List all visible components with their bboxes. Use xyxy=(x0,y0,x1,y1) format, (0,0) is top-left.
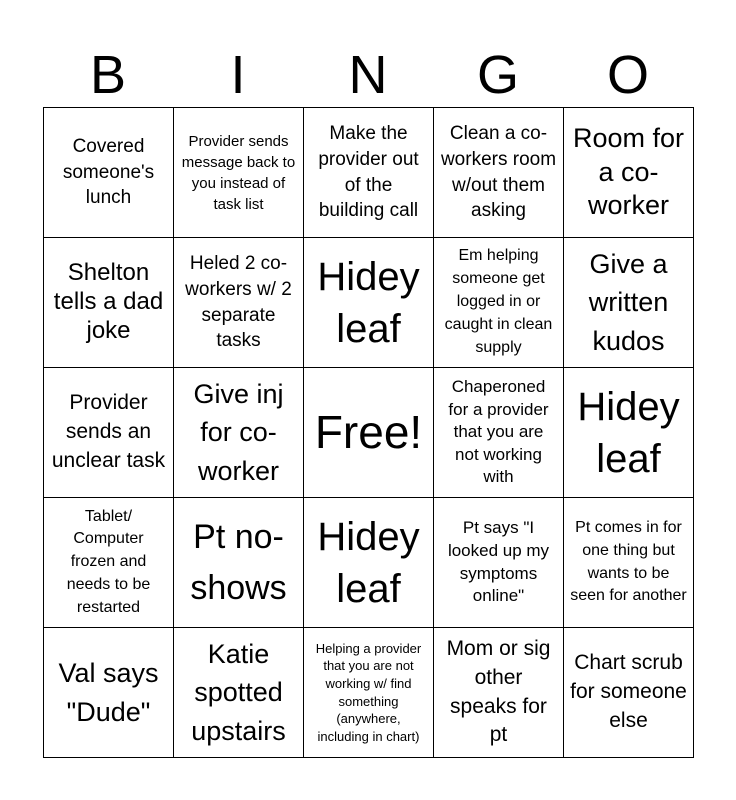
cell-text: Heled 2 co-workers w/ 2 separate tasks xyxy=(185,253,292,352)
cell-text: Hidey leaf xyxy=(317,254,420,351)
bingo-cell-i5[interactable] xyxy=(174,628,304,758)
header-letter-g: G xyxy=(476,45,519,105)
cell-text: Katie spotted upstairs xyxy=(191,639,286,746)
bingo-cell-b5[interactable] xyxy=(44,628,174,758)
header-letter-o: O xyxy=(606,45,649,105)
bingo-cell-o3[interactable] xyxy=(564,368,694,498)
cell-text: Hidey leaf xyxy=(317,514,420,611)
bingo-cell-b1[interactable] xyxy=(44,108,174,238)
bingo-cell-g1[interactable] xyxy=(434,108,564,238)
bingo-cell-o4[interactable] xyxy=(564,498,694,628)
bingo-cell-b4[interactable] xyxy=(44,498,174,628)
bingo-cell-i3[interactable] xyxy=(174,368,304,498)
bingo-cell-i4[interactable] xyxy=(174,498,304,628)
cell-text: Mom or sig other speaks for pt xyxy=(446,636,551,747)
cell-text: Tablet/ Computer frozen and needs to be restarted xyxy=(66,507,151,616)
bingo-cell-o2[interactable] xyxy=(564,238,694,368)
bingo-cell-n3-free[interactable] xyxy=(304,368,434,498)
bingo-header xyxy=(43,44,693,106)
bingo-cell-g3[interactable] xyxy=(434,368,564,498)
cell-text: Give inj for co-worker xyxy=(193,379,284,486)
free-space-text: Free! xyxy=(314,405,423,458)
header-letter-b: B xyxy=(89,45,127,105)
cell-text: Covered someone's lunch xyxy=(62,136,155,209)
cell-text: Give a written kudos xyxy=(588,249,669,356)
bingo-cell-g4[interactable] xyxy=(434,498,564,628)
cell-text: Clean a co-workers room w/out them asking xyxy=(440,123,557,222)
cell-text: Chaperoned for a provider that you are not working with xyxy=(448,376,549,487)
bingo-cell-n5[interactable] xyxy=(304,628,434,758)
cell-text: Hidey leaf xyxy=(577,384,680,481)
header-letter-n: N xyxy=(348,45,388,105)
bingo-cell-g2[interactable] xyxy=(434,238,564,368)
bingo-cell-n2[interactable] xyxy=(304,238,434,368)
cell-text: Val says "Dude" xyxy=(58,658,159,727)
bingo-cell-o5[interactable] xyxy=(564,628,694,758)
bingo-board xyxy=(43,107,694,758)
cell-text: Pt says "I looked up my symptoms online" xyxy=(447,518,550,606)
cell-text: Shelton tells a dad joke xyxy=(53,259,164,344)
cell-text: Room for a co-worker xyxy=(572,122,685,221)
cell-text: Make the provider out of the building call xyxy=(318,123,419,222)
bingo-cell-b2[interactable] xyxy=(44,238,174,368)
bingo-cell-b3[interactable] xyxy=(44,368,174,498)
bingo-cell-o1[interactable] xyxy=(564,108,694,238)
bingo-cell-i2[interactable] xyxy=(174,238,304,368)
cell-text: Helping a provider that you are not working w/ find something (anywhere, including in chart) xyxy=(315,640,422,744)
bingo-cell-n1[interactable] xyxy=(304,108,434,238)
cell-text: Chart scrub for someone else xyxy=(570,651,687,732)
cell-text: Provider sends message back to you instead of task list xyxy=(181,132,296,213)
header-letter-i: I xyxy=(230,45,246,105)
cell-text: Pt no-shows xyxy=(190,517,287,607)
bingo-cell-i1[interactable] xyxy=(174,108,304,238)
bingo-cell-g5[interactable] xyxy=(434,628,564,758)
bingo-cell-n4[interactable] xyxy=(304,498,434,628)
cell-text: Em helping someone get logged in or caught in clean supply xyxy=(444,247,553,356)
cell-text: Provider sends an unclear task xyxy=(51,391,166,472)
cell-text: Pt comes in for one thing but wants to be seen for another xyxy=(570,519,687,605)
